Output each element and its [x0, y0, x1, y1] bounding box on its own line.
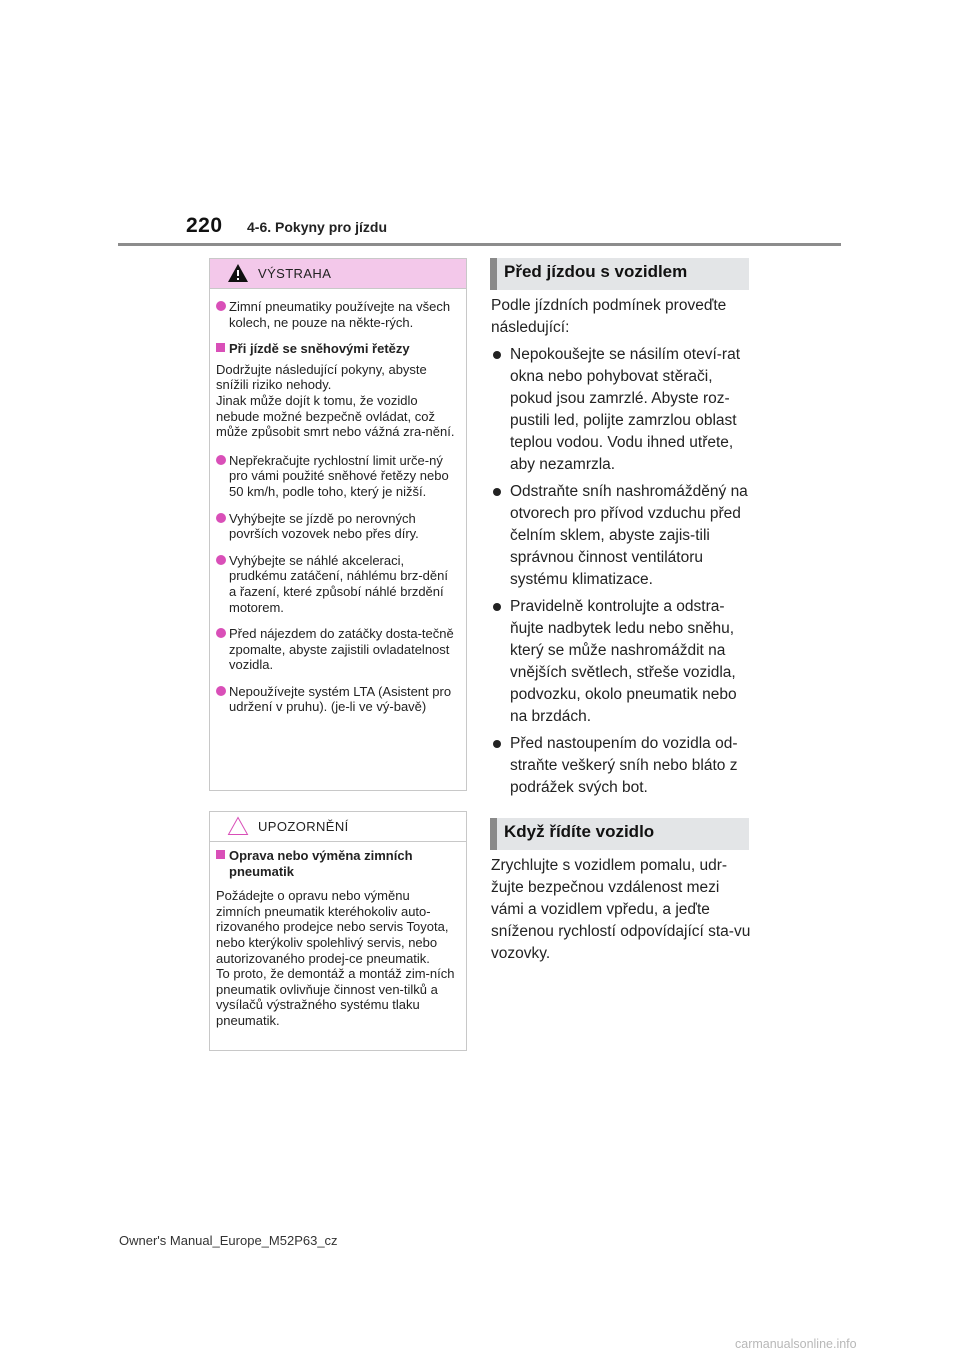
- notice-box: [209, 811, 467, 1051]
- warning-subheading-text: Při jízdě se sněhovými řetězy: [229, 341, 410, 357]
- warning-bullet-text: Nepoužívejte systém LTA (Asistent pro udržení v pruhu). (je-li ve vý-bavě): [229, 683, 452, 715]
- bullet-dot-icon: [493, 351, 501, 359]
- notice-box-body: [210, 842, 466, 1029]
- warning-bullet: [216, 553, 457, 615]
- list-item: [491, 344, 753, 475]
- warning-bullet-text: Vyhýbejte se jízdě po nerovných površích vozovek nebo přes díry.: [229, 510, 419, 542]
- watermark: carmanualsonline.info: [735, 1337, 857, 1351]
- notice-paragraph: To proto, že demontáž a montáž zim-ních pneumatik ovlivňuje činnost ven-tilků a vysílačů výstražného systému tlaku pneumatik.: [216, 966, 455, 1028]
- section-before-content: [491, 295, 753, 799]
- bullet-dot-icon: [216, 628, 226, 638]
- warning-bullet-text: Před nájezdem do zatáčky dosta-tečně zpomalte, abyste zajistili ovladatelnost vozidla.: [229, 626, 454, 673]
- list-item-text: Nepokoušejte se násilím oteví-rat okna nebo pohybovat stěrači, pokud jsou zamrzlé. Abyste roz-pustili led, polijte zamrzlou oblast teplou vodou. Vodu ihned utřete, aby nezamrzla.: [510, 346, 741, 473]
- section-heading-text: Před jízdou s vozidlem: [504, 262, 688, 281]
- warning-box-body: [210, 289, 466, 715]
- bullet-dot-icon: [493, 603, 501, 611]
- notice-paragraph: Požádejte o opravu nebo výměnu zimních pneumatik kteréhokoliv auto-rizovaného prodejce nebo servis Toyota, nebo kterýkoliv spolehlivý servis, nebo autorizovaného prodej-ce pneumatik.: [216, 888, 449, 966]
- page-header: [0, 0, 960, 250]
- warning-box: [209, 258, 467, 791]
- warning-paragraph: Dodržujte následující pokyny, abyste snížili riziko nehody.: [216, 361, 427, 393]
- warning-paragraph: Jinak může dojít k tomu, že vozidlo nebude možné bezpečně ovládat, což může způsobit smrt nebo vážná zra-nění.: [216, 392, 455, 440]
- list-item: [491, 733, 753, 799]
- warning-bullet-text: Nepřekračujte rychlostní limit urče-ný pro vámi použité sněhové řetězy nebo 50 km/h, podle toho, který je nižší.: [229, 452, 449, 499]
- warning-bullet: [216, 453, 457, 500]
- bullet-dot-icon: [216, 455, 226, 465]
- section-intro: Podle jízdních podmínek proveďte následující:: [491, 297, 727, 336]
- square-bullet-icon: [216, 850, 225, 859]
- warning-bullet: [216, 626, 457, 673]
- list-item-text: Před nastoupením do vozidla od-straňte veškerý sníh nebo bláto z podrážek svých bot.: [510, 735, 738, 797]
- bullet-dot-icon: [216, 513, 226, 523]
- bullet-dot-icon: [216, 686, 226, 696]
- list-item-text: Odstraňte sníh nashromážděný na otvorech pro přívod vzduchu před čelním sklem, abyste zajis-tili správnou činnost ventilátoru systému klimatizace.: [510, 483, 748, 588]
- warning-box-title: VÝSTRAHA: [258, 266, 332, 281]
- list-item-text: Pravidelně kontrolujte a odstra-ňujte nadbytek ledu nebo sněhu, který se může nashromáždit na vnějších světlech, střeše vozidla, podvozku, okolo pneumatik nebo na brzdách.: [510, 598, 737, 725]
- notice-subheading-text: Oprava nebo výměna zimních pneumatik: [229, 848, 413, 879]
- warning-bullet: [216, 299, 457, 330]
- warning-bullet: [216, 684, 457, 715]
- bullet-dot-icon: [493, 740, 501, 748]
- section-title: 4-6. Pokyny pro jízdu: [247, 219, 388, 235]
- notice-subheading: [216, 848, 457, 879]
- list-item: [491, 596, 753, 727]
- notice-box-header: [210, 812, 466, 842]
- section-heading-text: Když řídíte vozidlo: [504, 822, 655, 841]
- section-heading: [490, 818, 749, 850]
- page-footer: Owner's Manual_Europe_M52P63_cz: [119, 1233, 338, 1248]
- header-divider: [118, 243, 841, 246]
- warning-bullet: [216, 511, 457, 542]
- section-driving-paragraph: Zrychlujte s vozidlem pomalu, udr-žujte bezpečnou vzdálenost mezi vámi a vozidlem vpředu, a jeďte sníženou rychlostí odpovídající sta-vu vozovky.: [491, 857, 751, 962]
- list-item: [491, 481, 753, 591]
- square-bullet-icon: [216, 343, 225, 352]
- warning-bullet-text: Zimní pneumatiky používejte na všech kolech, ne pouze na někte-rých.: [229, 299, 451, 330]
- bullet-dot-icon: [493, 488, 501, 496]
- warning-bullet-text: Vyhýbejte se náhlé akceleraci, prudkému zatáčení, náhlému brz-dění a řazení, které způsobí náhlé brzdění motorem.: [229, 552, 448, 615]
- bullet-dot-icon: [216, 555, 226, 565]
- caution-triangle-icon: [227, 816, 249, 836]
- warning-box-header: [210, 259, 466, 289]
- notice-box-title: UPOZORNĚNÍ: [258, 819, 349, 834]
- page-number: 220: [186, 214, 223, 237]
- bullet-dot-icon: [216, 301, 226, 311]
- warning-subheading: [216, 341, 457, 357]
- section-heading: [490, 258, 749, 290]
- warning-triangle-icon: [227, 263, 249, 283]
